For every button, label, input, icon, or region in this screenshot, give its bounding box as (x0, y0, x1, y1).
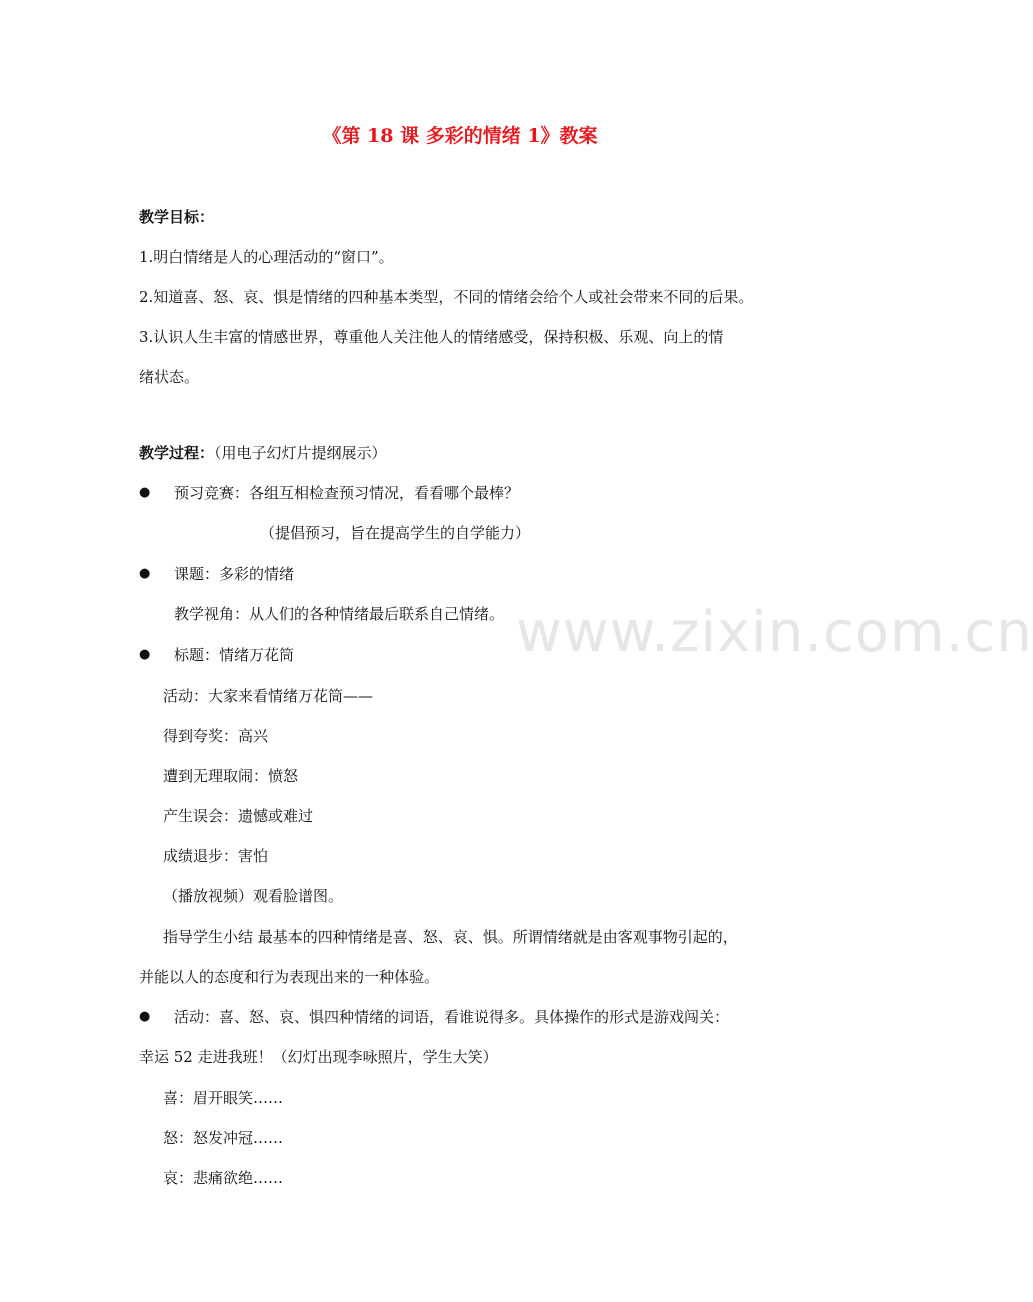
bullet-4-text: 活动：喜、怒、哀、惧四种情绪的词语，看谁说得多。具体操作的形式是游戏闯关： (174, 1008, 730, 1026)
goal-item-2: 2.知道喜、怒、哀、惧是情绪的四种基本类型，不同的情绪会给个人或社会带来不同的后果。 (139, 288, 754, 306)
bullet-icon: ● (139, 647, 151, 662)
bullet-4-line: 哀：悲痛欲绝…… (163, 1169, 284, 1187)
bullet-3-line: 遭到无理取闹：愤怒 (163, 767, 299, 785)
goal-item-3: 3.认识人生丰富的情感世界，尊重他人关注他人的情绪感受，保持积极、乐观、向上的情 (139, 328, 724, 346)
goal-item-1: 1.明白情绪是人的心理活动的“窗口”。 (139, 248, 394, 266)
bullet-3-text: 标题：情绪万花筒 (174, 646, 295, 664)
bullet-2-text: 课题：多彩的情绪 (174, 565, 295, 583)
bullet-2-sub: 教学视角：从人们的各种情绪最后联系自己情绪。 (174, 605, 505, 623)
bullet-3-line: 产生误会：遗憾或难过 (163, 807, 314, 825)
document-title: 《第 18 课 多彩的情绪 1》教案 (322, 125, 598, 147)
bullet-3-line: 得到夸奖：高兴 (163, 727, 269, 745)
bullet-4-line: 幸运 52 走进我班！（幻灯出现李咏照片，学生大笑） (139, 1048, 498, 1066)
goal-item-3-continued: 绪状态。 (139, 368, 200, 386)
bullet-icon: ● (139, 485, 151, 500)
bullet-4-line: 怒：怒发冲冠…… (163, 1129, 284, 1147)
bullet-3-line: 指导学生小结 最基本的四种情绪是喜、怒、哀、惧。所谓情绪就是由客观事物引起的， (163, 928, 738, 946)
bullet-icon: ● (139, 1009, 151, 1024)
bullet-3-line: 并能以人的态度和行为表现出来的一种体验。 (139, 968, 440, 986)
process-heading-note: （用电子幻灯片提纲展示） (214, 444, 387, 462)
bullet-4-line: 喜：眉开眼笑…… (163, 1089, 284, 1107)
bullet-icon: ● (139, 566, 151, 581)
bullet-3-line: 成绩退步：害怕 (163, 847, 269, 865)
bullet-3-line: （播放视频）观看脸谱图。 (163, 887, 344, 905)
watermark: www.zixin.com.cn (516, 600, 1033, 665)
process-heading: 教学过程： (139, 444, 215, 462)
bullet-3-line: 活动：大家来看情绪万花筒—— (163, 687, 374, 705)
bullet-1-text: 预习竞赛：各组互相检查预习情况，看看哪个最棒？ (174, 484, 520, 502)
goals-heading: 教学目标： (139, 208, 215, 226)
bullet-1-note: （提倡预习，旨在提高学生的自学能力） (260, 524, 531, 542)
process-heading-line (139, 443, 387, 463)
